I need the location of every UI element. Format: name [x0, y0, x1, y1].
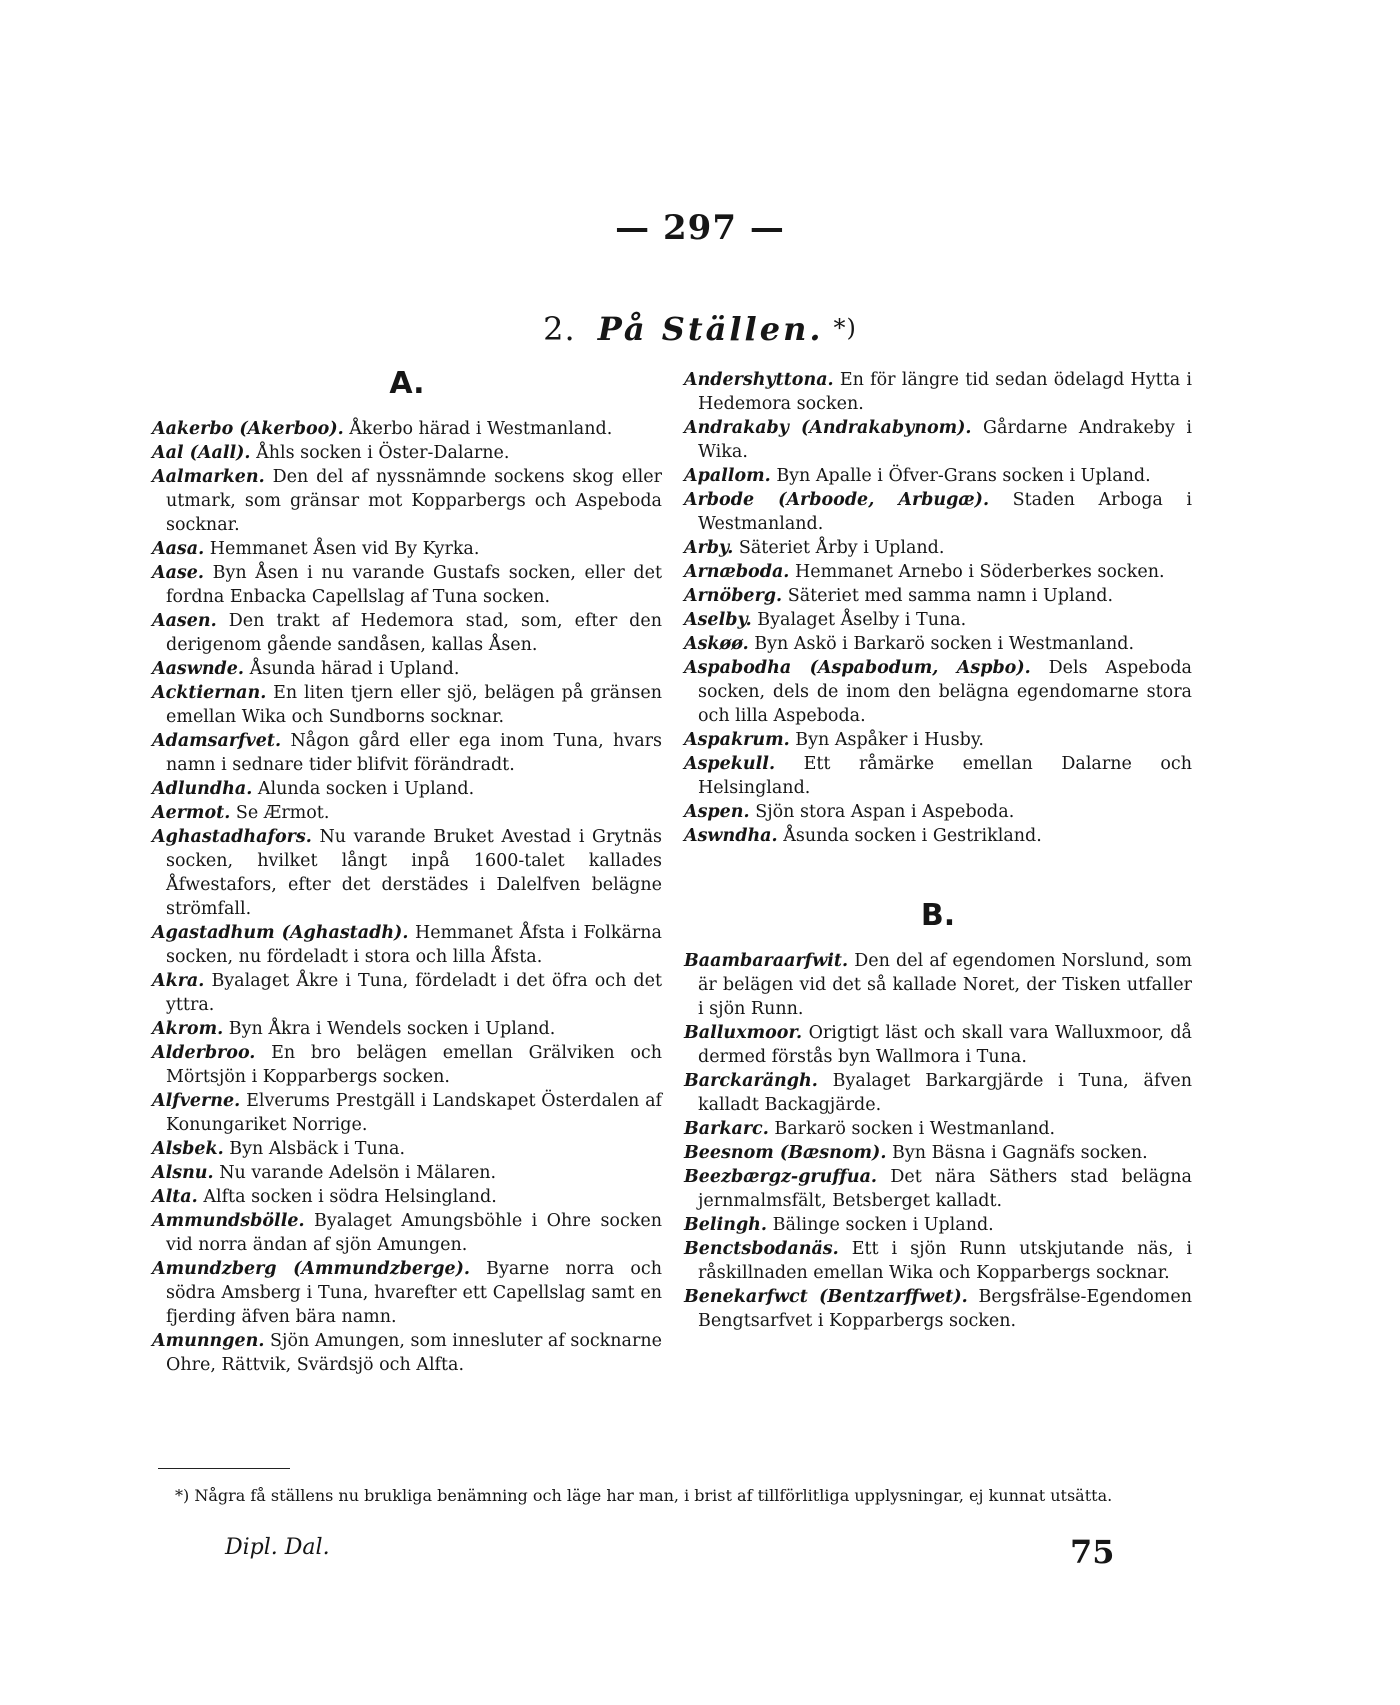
- footnote: *) Några få ställens nu brukliga benämning och läge har man, i brist af tillförlitliga upplysningar, ej kunnat utsätta.: [175, 1486, 1113, 1505]
- entry-headword: Alfverne.: [152, 1091, 241, 1111]
- entry-headword: Akrom.: [152, 1019, 224, 1039]
- entry-headword: Amunngen.: [152, 1331, 265, 1351]
- dictionary-entry: [152, 1041, 662, 1089]
- dictionary-entry: [152, 681, 662, 729]
- dictionary-entry: [684, 1165, 1192, 1213]
- footnote-marker: *): [833, 314, 857, 342]
- entry-headword: Arbode (Arboode, Arbugæ).: [684, 490, 990, 510]
- entry-definition: Någon gård eller ega inom Tuna, hvars namn i sednare tider blifvit förändradt.: [166, 731, 662, 775]
- entry-definition: En för längre tid sedan ödelagd Hytta i Hedemora socken.: [698, 370, 1192, 414]
- signature-mark: Dipl. Dal.: [225, 1535, 330, 1560]
- dictionary-entry: [152, 1089, 662, 1137]
- entry-headword: Barckarängh.: [684, 1071, 818, 1091]
- entry-headword: Alsbek.: [152, 1139, 224, 1159]
- left-entries: [152, 417, 662, 1377]
- letter-heading-b: B.: [920, 898, 956, 933]
- dictionary-entry: [152, 1017, 662, 1041]
- dictionary-entry: [684, 1117, 1192, 1141]
- entry-headword: Aase.: [152, 563, 204, 583]
- entry-definition: Barkarö socken i Westmanland.: [774, 1119, 1056, 1139]
- dictionary-entry: [152, 441, 662, 465]
- entry-definition: Byn Apalle i Öfver-Grans socken i Upland.: [776, 466, 1151, 486]
- dictionary-entry: [684, 824, 1192, 848]
- entry-definition: Alfta socken i södra Helsingland.: [203, 1187, 497, 1207]
- entry-headword: Aermot.: [152, 803, 231, 823]
- entry-headword: Andrakaby (Andrakabynom).: [684, 418, 972, 438]
- entry-definition: Hemmanet Arnebo i Söderberkes socken.: [794, 562, 1165, 582]
- dictionary-entry: [152, 1257, 662, 1329]
- entry-headword: Adlundha.: [152, 779, 253, 799]
- entry-definition: Hemmanet Åsen vid By Kyrka.: [209, 539, 480, 559]
- entry-headword: Apallom.: [684, 466, 771, 486]
- dictionary-entry: [684, 800, 1192, 824]
- dictionary-entry: [152, 537, 662, 561]
- entry-headword: Belingh.: [684, 1215, 767, 1235]
- entry-headword: Aal (Aall).: [152, 443, 251, 463]
- entry-definition: Sjön Amungen, som innesluter af socknarne Ohre, Rättvik, Svärdsjö och Alfta.: [166, 1331, 662, 1375]
- page-number: — 297 —: [615, 208, 785, 248]
- entry-headword: Aghastadhafors.: [152, 827, 312, 847]
- right-column: [684, 368, 1192, 1333]
- sheet-number: 75: [1070, 1533, 1115, 1571]
- entry-definition: Ett i sjön Runn utskjutande näs, i råskillnaden emellan Wika och Kopparbergs socknar.: [698, 1239, 1192, 1283]
- entry-headword: Acktiernan.: [152, 683, 267, 703]
- dictionary-entry: [684, 949, 1192, 1021]
- entry-headword: Aasa.: [152, 539, 205, 559]
- dictionary-entry: [684, 1285, 1192, 1333]
- entry-definition: Byn Aspåker i Husby.: [795, 730, 984, 750]
- dictionary-entry: [684, 368, 1192, 416]
- entry-headword: Alderbroo.: [152, 1043, 256, 1063]
- dictionary-entry: [684, 632, 1192, 656]
- entry-definition: Bälinge socken i Upland.: [772, 1215, 994, 1235]
- entry-headword: Aspekull.: [684, 754, 776, 774]
- entry-definition: Byarne norra och södra Amsberg i Tuna, hvarefter ett Capellslag samt en fjerding äfven bära namn.: [166, 1259, 662, 1327]
- entry-definition: Ett råmärke emellan Dalarne och Helsingland.: [698, 754, 1192, 798]
- entry-definition: Byn Bäsna i Gagnäfs socken.: [892, 1143, 1148, 1163]
- dictionary-entry: [152, 1137, 662, 1161]
- dictionary-entry: [684, 608, 1192, 632]
- entry-definition: Den del af nyssnämnde sockens skog eller utmark, som gränsar mot Kopparbergs och Aspeboda socknar.: [166, 467, 662, 535]
- dictionary-entry: [684, 728, 1192, 752]
- entry-definition: Byalaget Åselby i Tuna.: [757, 610, 967, 630]
- dictionary-entry: [684, 488, 1192, 536]
- entry-headword: Amundzberg (Ammundzberge).: [152, 1259, 470, 1279]
- entry-definition: En bro belägen emellan Grälviken och Mörtsjön i Kopparbergs socken.: [166, 1043, 662, 1087]
- entry-definition: Origtigt läst och skall vara Walluxmoor, då dermed förstås byn Wallmora i Tuna.: [698, 1023, 1192, 1067]
- entry-headword: Aspakrum.: [684, 730, 790, 750]
- section-title: [0, 310, 1400, 348]
- entry-definition: Nu varande Bruket Avestad i Grytnäs socken, hvilket långt inpå 1600-talet kallades Åfwestafors, efter det derstädes i Dalelfven belägne strömfall.: [166, 827, 662, 919]
- footnote-rule: [158, 1468, 290, 1469]
- entry-headword: Balluxmoor.: [684, 1023, 803, 1043]
- entry-definition: Åkerbo härad i Westmanland.: [349, 419, 613, 439]
- entry-headword: Aakerbo (Akerboo).: [152, 419, 344, 439]
- entry-headword: Beezbærgz-gruffua.: [684, 1167, 878, 1187]
- dictionary-entry: [152, 777, 662, 801]
- dictionary-entry: [152, 465, 662, 537]
- entry-definition: Alunda socken i Upland.: [257, 779, 475, 799]
- dictionary-entry: [152, 969, 662, 1017]
- dictionary-entry: [684, 1141, 1192, 1165]
- entry-definition: Byn Åsen i nu varande Gustafs socken, eller det fordna Enbacka Capellslag af Tuna socken.: [166, 563, 662, 607]
- dictionary-entry: [684, 1213, 1192, 1237]
- entry-definition: Se Ærmot.: [235, 803, 330, 823]
- dictionary-entry: [152, 1209, 662, 1257]
- entry-definition: Åhls socken i Öster-Dalarne.: [256, 443, 510, 463]
- dictionary-entry: [684, 536, 1192, 560]
- entry-headword: Baambaraarfwit.: [684, 951, 849, 971]
- entry-headword: Aasen.: [152, 611, 217, 631]
- dictionary-entry: [152, 1329, 662, 1377]
- entry-headword: Aselby.: [684, 610, 752, 630]
- entry-headword: Aspabodha (Aspabodum, Aspbo).: [684, 658, 1031, 678]
- dictionary-entry: [684, 464, 1192, 488]
- dictionary-entry: [152, 1161, 662, 1185]
- dictionary-entry: [684, 752, 1192, 800]
- left-column: [152, 366, 662, 1377]
- dictionary-entry: [684, 560, 1192, 584]
- entry-definition: Elverums Prestgäll i Landskapet Österdalen af Konungariket Norrige.: [166, 1091, 662, 1135]
- entry-headword: Agastadhum (Aghastadh).: [152, 923, 409, 943]
- entry-headword: Ammundsbölle.: [152, 1211, 305, 1231]
- entry-definition: Åsunda socken i Gestrikland.: [783, 826, 1042, 846]
- dictionary-entry: [152, 657, 662, 681]
- dictionary-entry: [152, 417, 662, 441]
- entry-definition: Dels Aspeboda socken, dels de inom den belägna egendomarne stora och lilla Aspeboda.: [698, 658, 1192, 726]
- entry-definition: Byn Åkra i Wendels socken i Upland.: [228, 1019, 556, 1039]
- entry-headword: Andershyttona.: [684, 370, 834, 390]
- dictionary-entry: [152, 609, 662, 657]
- right-entries-a: [684, 368, 1192, 848]
- entry-headword: Aaswnde.: [152, 659, 245, 679]
- entry-definition: Bergsfrälse-Egendomen Bengtsarfvet i Kopparbergs socken.: [698, 1287, 1192, 1331]
- dictionary-entry: [684, 584, 1192, 608]
- entry-headword: Askøø.: [684, 634, 749, 654]
- entry-definition: Nu varande Adelsön i Mälaren.: [219, 1163, 497, 1183]
- entry-headword: Aspen.: [684, 802, 750, 822]
- letter-heading-a: A.: [389, 366, 425, 401]
- entry-headword: Aalmarken.: [152, 467, 265, 487]
- right-entries-b: [684, 949, 1192, 1333]
- entry-definition: Gårdarne Andrakeby i Wika.: [698, 418, 1192, 462]
- dictionary-entry: [684, 1069, 1192, 1117]
- dictionary-entry: [152, 561, 662, 609]
- entry-definition: Byn Askö i Barkarö socken i Westmanland.: [754, 634, 1135, 654]
- dictionary-entry: [684, 656, 1192, 728]
- entry-definition: Åsunda härad i Upland.: [249, 659, 460, 679]
- section-title-text: På Ställen.: [597, 310, 824, 348]
- dictionary-entry: [152, 825, 662, 921]
- entry-definition: Sjön stora Aspan i Aspeboda.: [755, 802, 1015, 822]
- dictionary-entry: [152, 729, 662, 777]
- entry-headword: Adamsarfvet.: [152, 731, 282, 751]
- entry-definition: Byalaget Amungsböhle i Ohre socken vid norra ändan af sjön Amungen.: [166, 1211, 662, 1255]
- entry-definition: Byalaget Barkargjärde i Tuna, äfven kalladt Backagjärde.: [698, 1071, 1192, 1115]
- section-number: 2.: [543, 310, 576, 348]
- entry-headword: Beesnom (Bæsnom).: [684, 1143, 887, 1163]
- entry-definition: Hemmanet Åfsta i Folkärna socken, nu fördeladt i stora och lilla Åfsta.: [166, 923, 662, 967]
- dictionary-entry: [152, 801, 662, 825]
- entry-headword: Barkarc.: [684, 1119, 769, 1139]
- entry-definition: Säteriet Årby i Upland.: [738, 538, 945, 558]
- entry-headword: Arnæboda.: [684, 562, 790, 582]
- entry-definition: Den del af egendomen Norslund, som är belägen vid det så kallade Noret, der Tisken utfaller i sjön Runn.: [698, 951, 1192, 1019]
- entry-definition: Det nära Säthers stad belägna jernmalmsfält, Betsberget kalladt.: [698, 1167, 1192, 1211]
- entry-headword: Akra.: [152, 971, 205, 991]
- entry-headword: Aswndha.: [684, 826, 778, 846]
- entry-headword: Arnöberg.: [684, 586, 783, 606]
- dictionary-entry: [152, 1185, 662, 1209]
- entry-headword: Alta.: [152, 1187, 198, 1207]
- dictionary-entry: [684, 1237, 1192, 1285]
- entry-headword: Benctsbodanäs.: [684, 1239, 839, 1259]
- entry-definition: Byn Alsbäck i Tuna.: [229, 1139, 406, 1159]
- entry-definition: Säteriet med samma namn i Upland.: [787, 586, 1114, 606]
- entry-headword: Alsnu.: [152, 1163, 214, 1183]
- entry-definition: Den trakt af Hedemora stad, som, efter den derigenom gående sandåsen, kallas Åsen.: [166, 611, 662, 655]
- entry-definition: En liten tjern eller sjö, belägen på gränsen emellan Wika och Sundborns socknar.: [166, 683, 662, 727]
- dictionary-entry: [684, 416, 1192, 464]
- entry-headword: Benekarfwct (Bentzarffwet).: [684, 1287, 968, 1307]
- dictionary-entry: [152, 921, 662, 969]
- dictionary-entry: [684, 1021, 1192, 1069]
- entry-definition: Byalaget Åkre i Tuna, fördeladt i det öfra och det yttra.: [166, 971, 662, 1015]
- entry-headword: Arby.: [684, 538, 734, 558]
- entry-definition: Staden Arboga i Westmanland.: [698, 490, 1192, 534]
